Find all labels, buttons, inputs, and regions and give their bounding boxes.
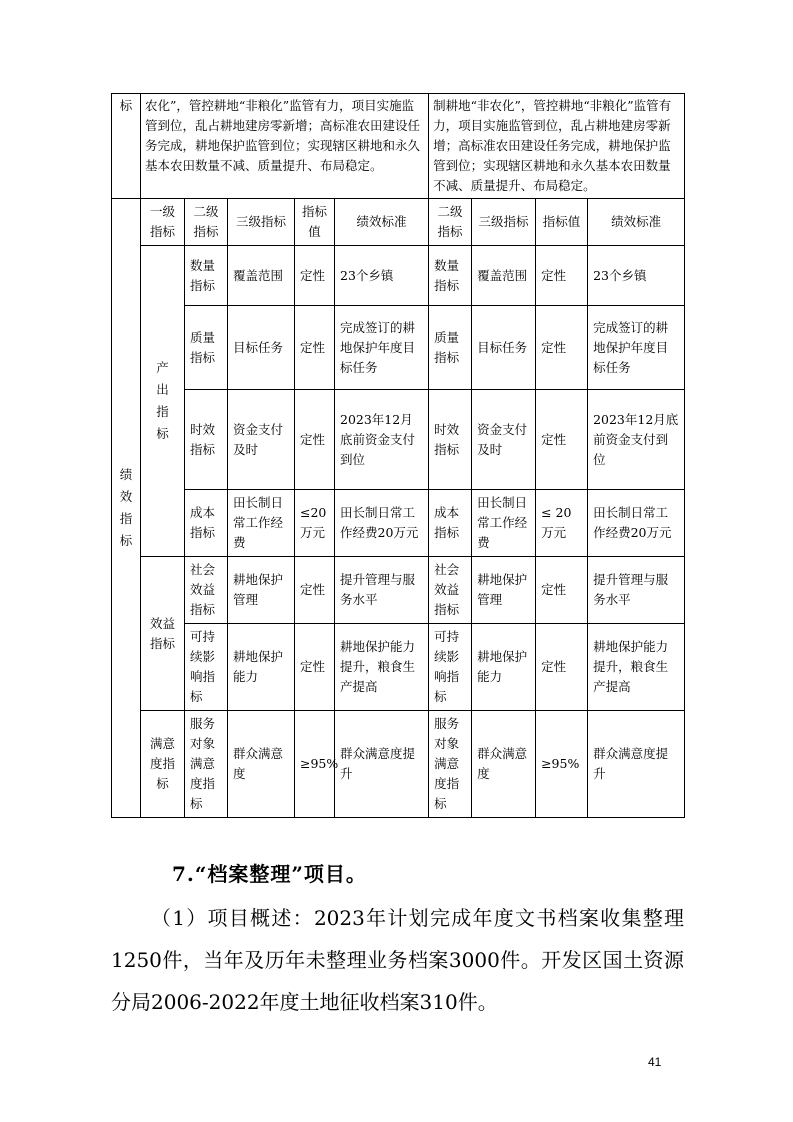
- row-valb: ≤ 20万元: [536, 490, 588, 557]
- row-l3b: 田长制日常工作经费: [472, 490, 536, 557]
- table-row: [112, 490, 685, 557]
- row-l2b: 数量指标: [429, 246, 472, 306]
- header-l3b: 三级指标: [472, 199, 536, 246]
- table-row: [112, 624, 685, 711]
- header-l2b: 二级指标: [429, 199, 472, 246]
- paragraph-text: （1）项目概述：2023年计划完成年度文书档案收集整理1250件，当年及历年未整理业务档案3000件。开发区国土资源分局2006-2022年度土地征收档案310件。: [111, 906, 684, 1014]
- row-l3b: 群众满意度: [472, 711, 536, 818]
- objective-right-cell: 制耕地“非农化”，管控耕地“非粮化”监管有力，项目实施监管到位，乱占耕地建房零新增；高标准农田建设任务完成，耕地保护监管到位；实现辖区耕地和永久基本农田数量不减、质量提升、布局稳定。: [429, 94, 685, 199]
- row-valb: 定性: [536, 306, 588, 390]
- row-l3: 田长制日常工作经费: [228, 490, 295, 557]
- row-l3: 耕地保护管理: [228, 557, 295, 624]
- group-benefit-cell: 效益指标: [141, 557, 185, 711]
- row-l2: 成本指标: [185, 490, 228, 557]
- row-l3: 资金支付及时: [228, 390, 295, 490]
- header-l1: 一级指标: [141, 199, 185, 246]
- row-l2b: 时效指标: [429, 390, 472, 490]
- row-std: 完成签订的耕地保护年度目标任务: [335, 306, 429, 390]
- row-l3b: 覆盖范围: [472, 246, 536, 306]
- header-row: [112, 199, 685, 246]
- row-l2b: 社会效益指标: [429, 557, 472, 624]
- row-valb: ≥95%: [536, 711, 588, 818]
- row-l3: 耕地保护能力: [228, 624, 295, 711]
- row-valb: 定性: [536, 246, 588, 306]
- row-stdb: 耕地保护能力提升，粮食生产提高: [588, 624, 685, 711]
- body-paragraph: [111, 897, 684, 1023]
- row-l3: 覆盖范围: [228, 246, 295, 306]
- row-std: 23个乡镇: [335, 246, 429, 306]
- row-std: 田长制日常工作经费20万元: [335, 490, 429, 557]
- row-stdb: 2023年12月底前资金支付到位: [588, 390, 685, 490]
- row-std: 2023年12月底前资金支付到位: [335, 390, 429, 490]
- header-stdb: 绩效标准: [588, 199, 685, 246]
- row-stdb: 群众满意度提升: [588, 711, 685, 818]
- row-std: 提升管理与服务水平: [335, 557, 429, 624]
- row-stdb: 完成签订的耕地保护年度目标任务: [588, 306, 685, 390]
- page-number: 41: [648, 1055, 662, 1069]
- section-heading: 7.“档案整理”项目。: [172, 862, 367, 886]
- row-l3: 群众满意度: [228, 711, 295, 818]
- row-val: 定性: [295, 390, 335, 490]
- row-l2: 质量指标: [185, 306, 228, 390]
- row-val: 定性: [295, 624, 335, 711]
- row-valb: 定性: [536, 624, 588, 711]
- row-l2: 数量指标: [185, 246, 228, 306]
- header-l3: 三级指标: [228, 199, 295, 246]
- row-stdb: 田长制日常工作经费20万元: [588, 490, 685, 557]
- row-l3b: 目标任务: [472, 306, 536, 390]
- header-val: 指标值: [295, 199, 335, 246]
- row-l2: 社会效益指标: [185, 557, 228, 624]
- row-l2b: 服务对象满意度指标: [429, 711, 472, 818]
- row-l3b: 耕地保护管理: [472, 557, 536, 624]
- row-val: 定性: [295, 246, 335, 306]
- table-row: [112, 390, 685, 490]
- row-valb: 定性: [536, 557, 588, 624]
- table-row: [112, 557, 685, 624]
- row-std: 耕地保护能力提升，粮食生产提高: [335, 624, 429, 711]
- row-l3: 目标任务: [228, 306, 295, 390]
- objective-left-cell: 农化”，管控耕地“非粮化”监管有力，项目实施监管到位，乱占耕地建房零新增；高标准农田建设任务完成，耕地保护监管到位；实现辖区耕地和永久基本农田数量不减、质量提升、布局稳定。: [141, 94, 429, 199]
- row-stdb: 23个乡镇: [588, 246, 685, 306]
- row-stdb: 提升管理与服务水平: [588, 557, 685, 624]
- row-val: ≥95%: [295, 711, 335, 818]
- row-l2: 服务对象满意度指标: [185, 711, 228, 818]
- side-label-cell: 绩效指标: [112, 199, 141, 818]
- objective-label-cell: 标: [112, 94, 141, 199]
- header-std: 绩效标准: [335, 199, 429, 246]
- row-l2: 可持续影响指标: [185, 624, 228, 711]
- row-l2b: 成本指标: [429, 490, 472, 557]
- row-l3b: 耕地保护能力: [472, 624, 536, 711]
- row-l2b: 质量指标: [429, 306, 472, 390]
- row-l3b: 资金支付及时: [472, 390, 536, 490]
- table-row: [112, 711, 685, 818]
- table-row: [112, 306, 685, 390]
- group-output-cell: 产出指标: [141, 246, 185, 557]
- group-satisfaction-cell: 满意度指标: [141, 711, 185, 818]
- row-l2: 时效指标: [185, 390, 228, 490]
- row-val: ≤20万元: [295, 490, 335, 557]
- header-l2: 二级指标: [185, 199, 228, 246]
- performance-table: [111, 93, 685, 818]
- header-valb: 指标值: [536, 199, 588, 246]
- row-val: 定性: [295, 306, 335, 390]
- row-std: 群众满意度提升: [335, 711, 429, 818]
- objective-row: [112, 94, 685, 199]
- row-valb: 定性: [536, 390, 588, 490]
- table-row: [112, 246, 685, 306]
- row-val: 定性: [295, 557, 335, 624]
- row-l2b: 可持续影响指标: [429, 624, 472, 711]
